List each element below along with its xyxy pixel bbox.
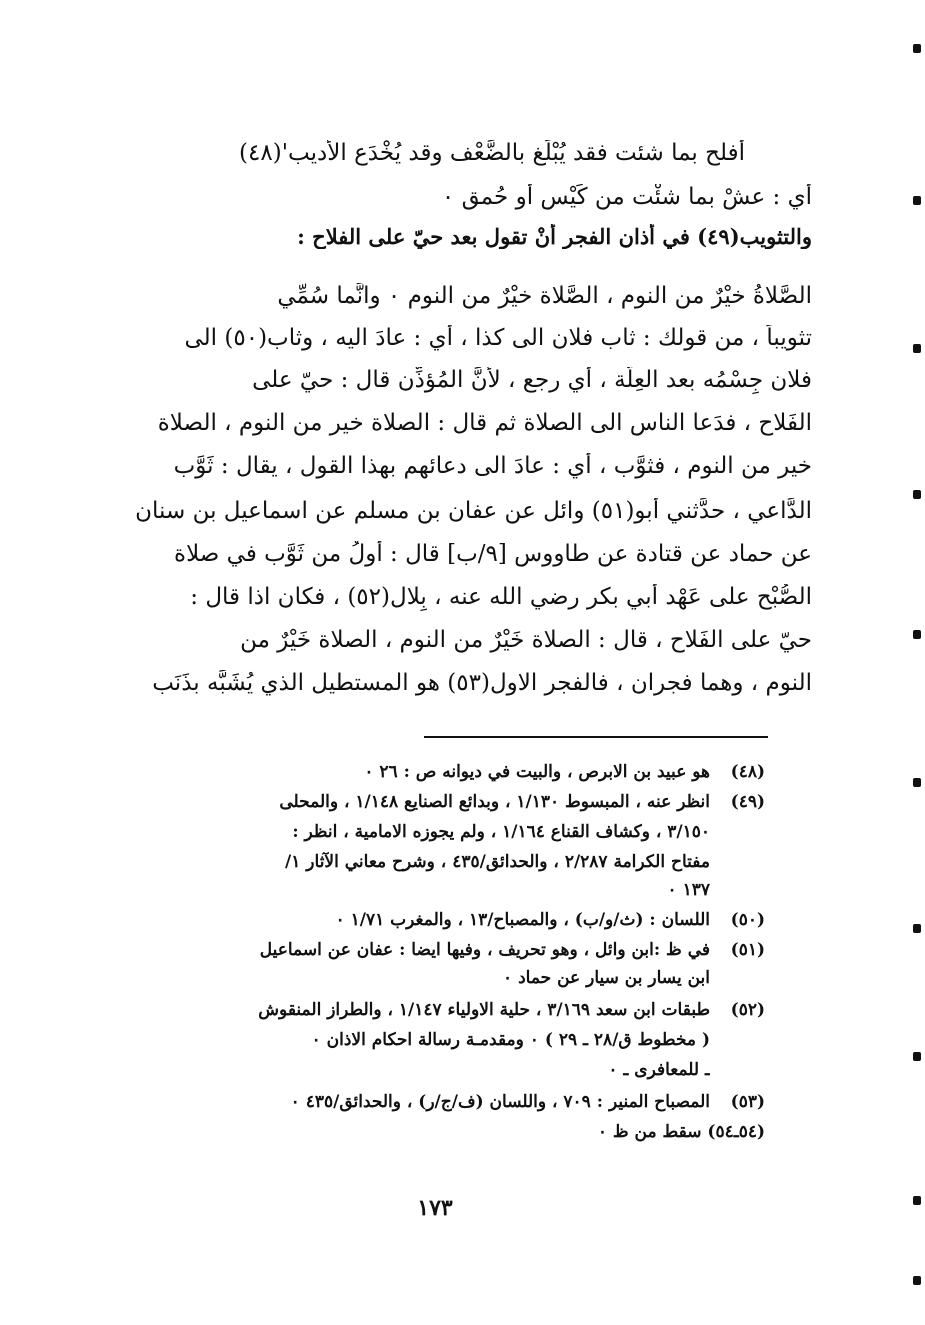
binding-hole-mark [913, 196, 921, 205]
section-heading: والتثويب(٤٩) في أذان الفجر أنْ تقول بعد حيّ على الفلاح : [297, 224, 812, 249]
binding-hole-mark [913, 1196, 921, 1205]
body-line: الدَّاعي ، حدَّثني أبو(٥١) وائل عن عفان بن مسلم عن اسماعيل بن سنان [135, 498, 812, 524]
footnote-text: في ظ :ابن وائل ، وهو تحريف ، وفيها ايضا : عفان عن اسماعيل [259, 940, 710, 960]
binding-hole-mark [913, 490, 921, 499]
body-line: الصَّلاةُ خيْرٌ من النوم ، الصَّلاة خيْرٌ من النوم ٠ وانَّما سُمِّي [277, 283, 812, 309]
body-line: حيّ على الفَلاح ، قال : الصلاة خَيْرٌ من النوم ، الصلاة خَيْرٌ من [240, 627, 812, 653]
body-line: تثويباً ، من قولك : ثاب فلان الى كذا ، أي : عادَ اليه ، وثاب(٥٠) الى [184, 325, 812, 351]
footnote-number: (٤٨) [730, 762, 765, 782]
verse-line-2: أي : عشْ بما شئْت من كَيْس أو حُمق ٠ [441, 184, 812, 210]
footnote-number: (٥١) [730, 940, 765, 960]
footnote-text: ( مخطوط ق/٢٨ ـ ٢٩ ) ٠ ومقدمـة رسالة احكام الاذان ٠ [311, 1030, 710, 1050]
footnote-text: ابن يسار بن سيار عن حماد ٠ [503, 968, 710, 988]
footnote-text: طبقات ابن سعد ٣/١٦٩ ، حلية الاولياء ١/١٤٧ ، والطراز المنقوش [258, 1000, 710, 1020]
footnote-number: (٤٩) [730, 792, 765, 812]
binding-hole-mark [913, 344, 921, 353]
body-line: عن حماد عن قتادة عن طاووس [٩/ب] قال : أولُ من ثَوَّب في صلاة [174, 541, 812, 567]
footnote-separator [424, 736, 768, 738]
footnote-text: المصباح المنير : ٧٠٩ ، واللسان (ف/ج/ر) ، والحدائق/٤٣٥ ٠ [290, 1092, 710, 1112]
footnote-text: (٥٤ـ٥٤) سقط من ظ ٠ [597, 1122, 765, 1142]
binding-hole-mark [913, 1276, 921, 1285]
body-line: النوم ، وهما فجران ، فالفجر الاول(٥٣) هو المستطيل الذي يُشَبَّه بذَنَب [152, 670, 812, 696]
binding-hole-mark [913, 778, 921, 787]
footnote-text: ـ للمعافرى ـ ٠ [608, 1060, 710, 1080]
body-line: خير من النوم ، فثوَّب ، أي : عادَ الى دعائهم بهذا القول ، يقال : ثَوَّب [173, 453, 812, 479]
footnote-number: (٥٠) [730, 910, 765, 930]
binding-hole-mark [913, 630, 921, 639]
verse-line-1: أفلح بما شئت فقد يُبْلَغ بالضَّعْف وقد يُخْدَع الأديب'(٤٨) [239, 140, 745, 166]
page-number: ١٧٣ [417, 1195, 453, 1221]
body-line: الفَلاح ، فدَعا الناس الى الصلاة ثم قال : الصلاة خير من النوم ، الصلاة [157, 410, 812, 436]
footnote-text: انظر عنه ، المبسوط ١/١٣٠ ، وبدائع الصنايع ١/١٤٨ ، والمحلى [279, 792, 710, 812]
binding-hole-mark [913, 1052, 921, 1061]
footnote-number: (٥٣) [730, 1092, 765, 1112]
footnote-text: اللسان : (ث/و/ب) ، والمصباح/١٣ ، والمغرب ١/٧١ ٠ [335, 910, 710, 930]
footnote-text: ١٣٧ ٠ [667, 880, 710, 900]
body-line: فلان جِسْمُه بعد العِلَّة ، أي رجع ، لأنَّ المُؤذِّن قال : حيّ على [252, 367, 812, 393]
footnote-text: هو عبيد بن الابرص ، والبيت في ديوانه ص : ٢٦ ٠ [364, 762, 710, 782]
footnote-number: (٥٢) [730, 1000, 765, 1020]
binding-hole-mark [913, 44, 921, 53]
body-line: الصُّبْح على عَهْد أبي بكر رضي الله عنه ، بِلال(٥٢) ، فكان اذا قال : [190, 584, 812, 610]
binding-hole-mark [913, 924, 921, 933]
footnote-text: ٣/١٥٠ ، وكشاف القناع ١/١٦٤ ، ولم يجوزه الامامية ، انظر : [292, 822, 710, 842]
footnote-text: مفتاح الكرامة ٢/٢٨٧ ، والحدائق/٤٣٥ ، وشرح معاني الآثار ١/ [285, 852, 710, 872]
